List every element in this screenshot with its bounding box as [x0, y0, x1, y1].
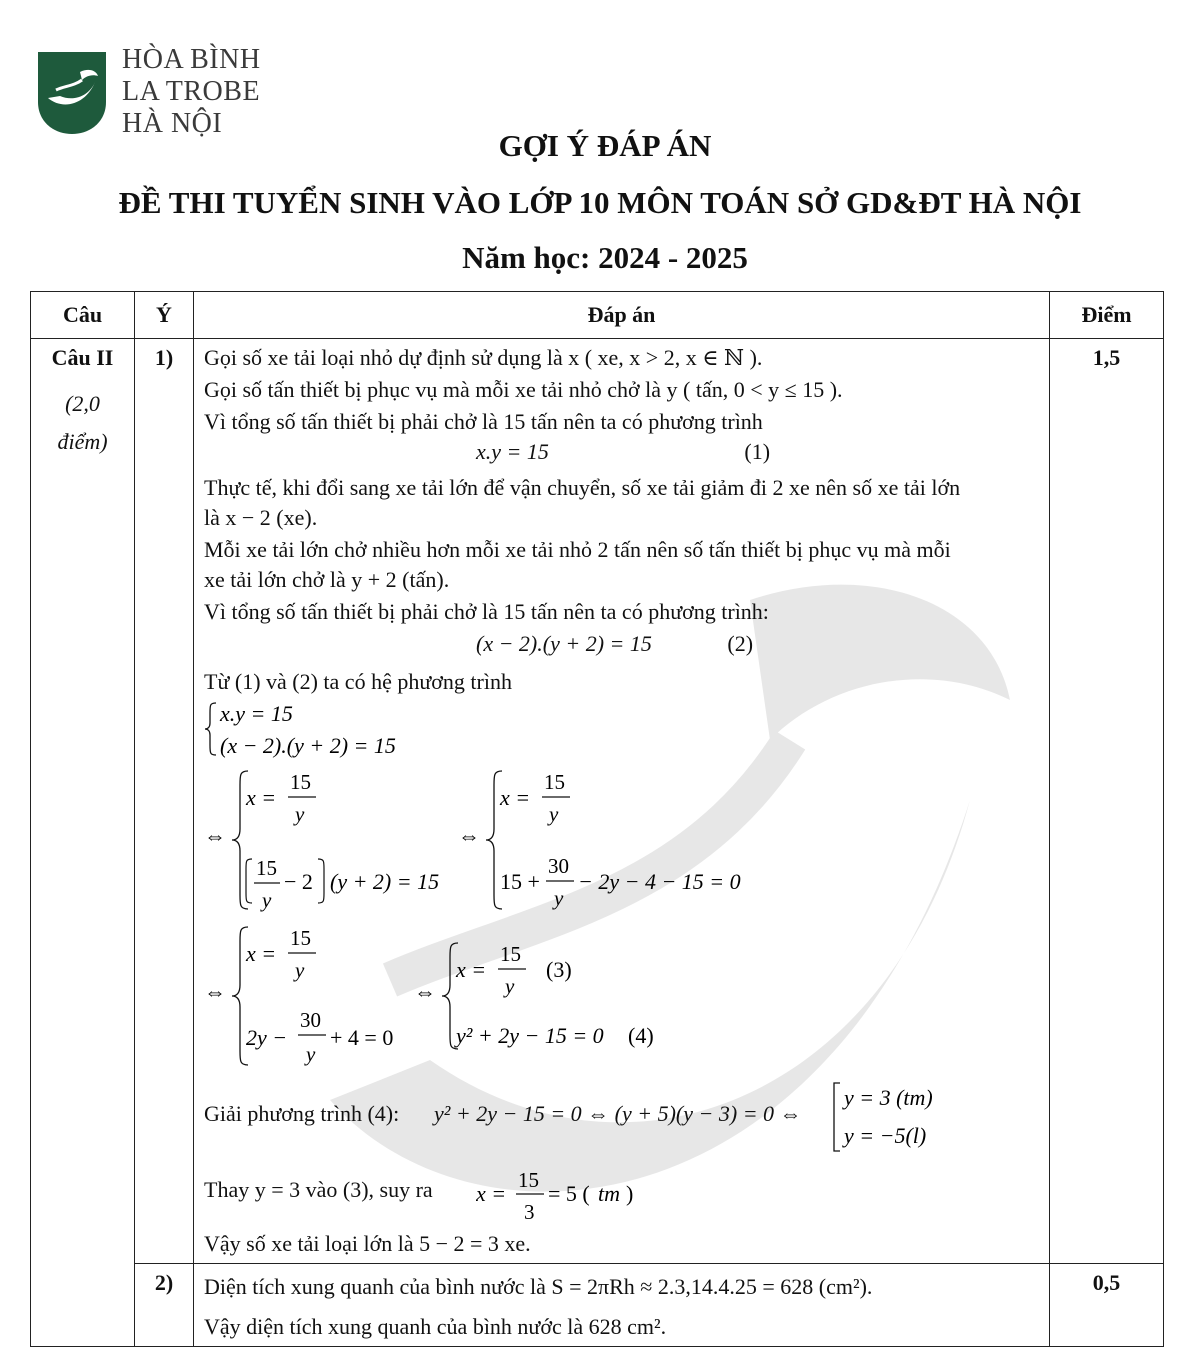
svg-text:30: 30 — [548, 854, 569, 878]
svg-text:3: 3 — [524, 1200, 535, 1223]
part2-answer — [194, 1264, 1050, 1347]
svg-text:y: y — [295, 802, 305, 826]
solve-line: Giải phương trình (4): y² + 2y − 15 = 0 ⇔ (y + 5)(y − 3) = 0 ⇔ y = 3 (tm) y = −5(l) — [204, 1079, 1039, 1157]
svg-text:30: 30 — [300, 1008, 321, 1032]
svg-text:tm: tm — [598, 1181, 620, 1206]
answer-line: Mỗi xe tải lớn chở nhiều hơn mỗi xe tải nhỏ 2 tấn nên số tấn thiết bị phục vụ mà mỗi — [204, 537, 951, 562]
part1-label: 1) — [135, 339, 194, 1264]
answer-line: là x − 2 (xe). — [204, 505, 318, 530]
answer-line: Gọi số tấn thiết bị phục vụ mà mỗi xe tải nhỏ chở là y ( tấn, 0 < y ≤ 15 ). — [204, 377, 843, 402]
answer-line: Từ (1) và (2) ta có hệ phương trình — [204, 669, 512, 694]
page-title: GỢI Ý ĐÁP ÁN — [498, 128, 712, 163]
system-2 — [204, 765, 1024, 915]
svg-text:y: y — [262, 888, 272, 912]
svg-text:15 +: 15 + — [500, 869, 540, 894]
answer-line: Diện tích xung quanh của bình nước là S = 2πRh ≈ 2.3,14.4.25 = 628 (cm²). — [204, 1274, 873, 1299]
svg-text:⇔: ⇔ — [204, 823, 226, 848]
svg-text:x =: x = — [246, 785, 277, 810]
svg-text:15: 15 — [518, 1168, 539, 1192]
answer-line: Vậy diện tích xung quanh của bình nước là 628 cm². — [204, 1314, 667, 1339]
question-points: (2,0 điểm) — [57, 391, 108, 454]
part1-points: 1,5 — [1050, 339, 1164, 1264]
page-subtitle: ĐỀ THI TUYỂN SINH VÀO LỚP 10 MÔN TOÁN SỞ GD&ĐT HÀ NỘI — [118, 185, 1082, 220]
svg-text:(3): (3) — [546, 957, 572, 982]
answer-line: Vì tổng số tấn thiết bị phải chở là 15 tấn nên ta có phương trình — [204, 409, 763, 434]
answer-line: Thực tế, khi đổi sang xe tải lớn để vận chuyển, số xe tải giảm đi 2 xe nên số xe tải lớn — [204, 475, 961, 500]
answer-line: Vì tổng số tấn thiết bị phải chở là 15 tấn nên ta có phương trình: — [204, 599, 769, 624]
svg-text:y = 3 (tm): y = 3 (tm) — [844, 1085, 933, 1110]
svg-text:y: y — [295, 958, 305, 982]
equation-1: x.y = 15 (1) — [476, 439, 771, 464]
header-diem: Điểm — [1050, 292, 1164, 339]
svg-text:x.y = 15: x.y = 15 — [220, 701, 293, 726]
svg-text:⇔: ⇔ — [414, 979, 436, 1004]
svg-text:(4): (4) — [628, 1023, 654, 1048]
svg-text:+ 4 = 0: + 4 = 0 — [330, 1025, 394, 1050]
svg-text:⇔: ⇔ — [458, 823, 480, 848]
school-year: Năm học: 2024 - 2025 — [462, 240, 748, 275]
svg-text:= 5 (: = 5 ( — [548, 1181, 590, 1206]
svg-text:(y + 2) = 15: (y + 2) = 15 — [330, 869, 440, 894]
answer-line: xe tải lớn chở là y + 2 (tấn). — [204, 567, 450, 592]
svg-text:− 2: − 2 — [284, 869, 313, 894]
system-1 — [204, 699, 524, 759]
part1-answer — [194, 339, 1050, 1264]
svg-text:15: 15 — [290, 926, 311, 950]
header-y: Ý — [135, 292, 194, 339]
question-label: Câu II — [51, 345, 114, 370]
svg-text:y: y — [554, 886, 564, 910]
answer-table — [30, 291, 1164, 1347]
part2-points: 0,5 — [1050, 1264, 1164, 1347]
part2-label: 2) — [135, 1264, 194, 1347]
svg-text:15: 15 — [256, 856, 277, 880]
svg-text:y = −5(l): y = −5(l) — [844, 1123, 927, 1148]
svg-text:15: 15 — [544, 770, 565, 794]
svg-text:− 2y − 4 − 15 = 0: − 2y − 4 − 15 = 0 — [578, 869, 741, 894]
substitution-equation — [476, 1163, 696, 1223]
svg-text:15: 15 — [500, 942, 521, 966]
svg-text:x =: x = — [246, 941, 277, 966]
roots-bracket — [832, 1079, 972, 1155]
substitution-line: Thay y = 3 vào (3), suy ra x = 15 3 = 5 ( tm ) — [204, 1163, 1039, 1223]
svg-text:15: 15 — [290, 770, 311, 794]
svg-text:2y −: 2y − — [246, 1025, 288, 1050]
conclusion-line: Vậy số xe tải loại lớn là 5 − 2 = 3 xe. — [204, 1231, 531, 1256]
svg-text:x =: x = — [500, 785, 531, 810]
header-cau: Câu — [31, 292, 135, 339]
equation-2: (x − 2).(y + 2) = 15 (2) — [476, 631, 754, 656]
answer-line: Gọi số xe tải loại nhỏ dự định sử dụng là x ( xe, x > 2, x ∈ ℕ ). — [204, 345, 763, 370]
logo-text: HÒA BÌNH LA TROBE HÀ NỘI — [122, 44, 261, 139]
svg-text:y: y — [505, 974, 515, 998]
header-dap-an: Đáp án — [194, 292, 1050, 339]
svg-text:⇔: ⇔ — [204, 979, 226, 1004]
svg-text:y² + 2y − 15 = 0: y² + 2y − 15 = 0 — [456, 1023, 604, 1048]
svg-text:(x − 2).(y + 2) = 15: (x − 2).(y + 2) = 15 — [220, 733, 396, 758]
svg-text:x =: x = — [456, 957, 487, 982]
school-logo — [34, 50, 110, 136]
svg-text:y: y — [306, 1042, 316, 1066]
system-3 — [204, 921, 1024, 1071]
svg-text:): ) — [626, 1181, 634, 1206]
svg-text:x =: x = — [476, 1181, 507, 1206]
question-cell — [31, 339, 135, 1347]
svg-text:y: y — [549, 802, 559, 826]
